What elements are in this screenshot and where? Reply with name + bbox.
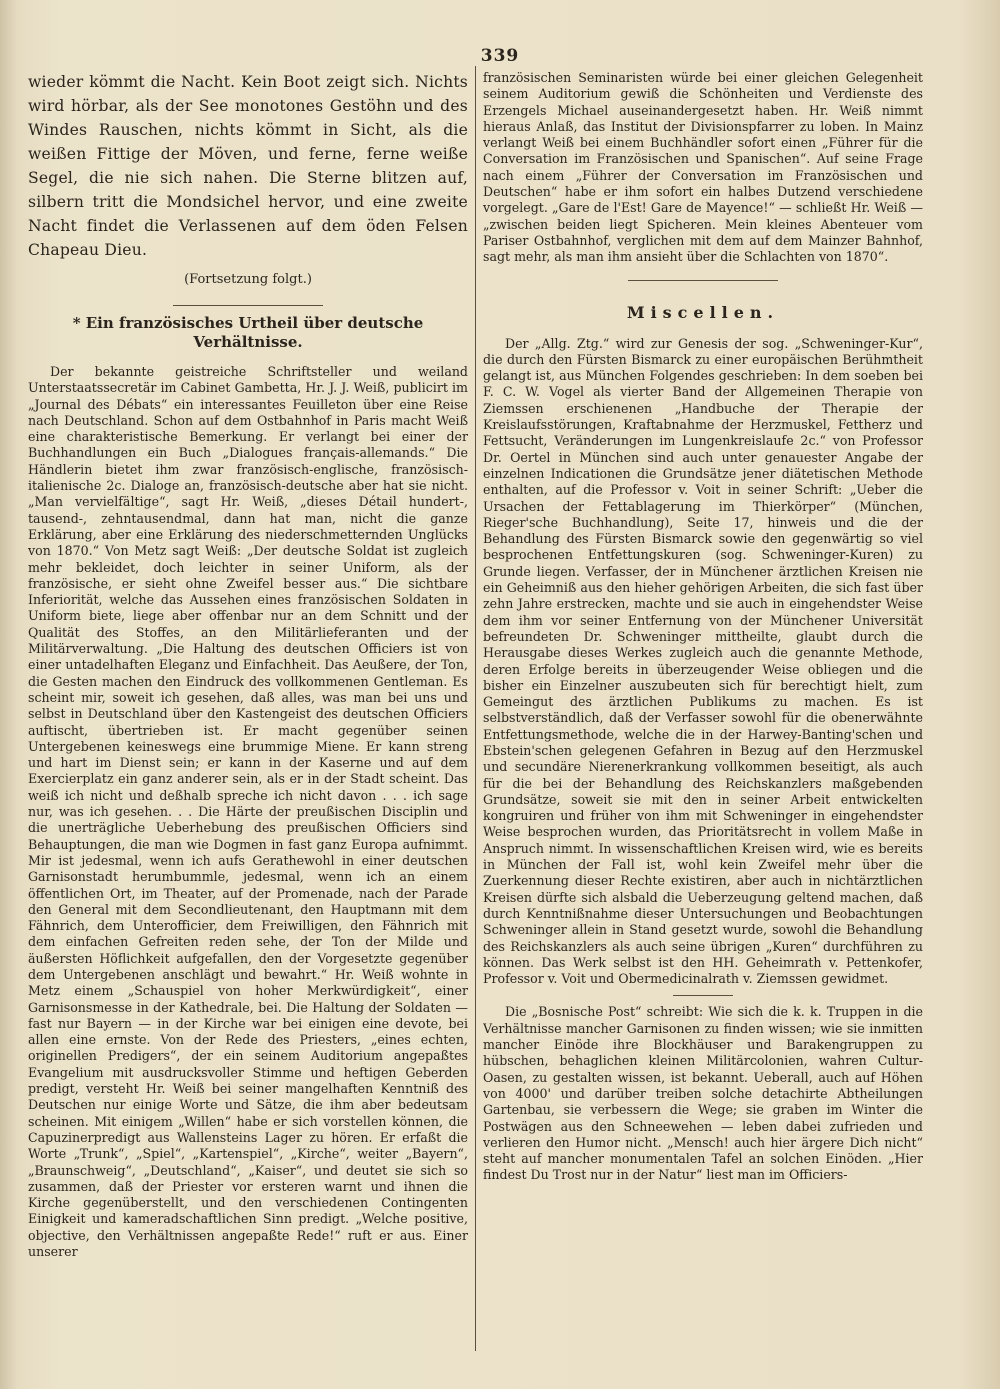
- column-divider: [475, 66, 476, 1351]
- miscellen-item: Der „Allg. Ztg.“ wird zur Genesis der sog. „Schweninger-Kur“, die durch den Fürsten Bismarck zu einer europäischen Berühmtheit gelangt ist, aus München Folgendes geschrieben: In dem soeben bei F. C. W. Vogel als vierter Band der Allgemeinen Therapie von Ziemssen erschienenen „Handbuche der Therapie der Kreislaufsstörungen, Kraftabnahme der Herzmuskel, Fettherz und Fettsucht, Veränderungen im Lungenkreislaufe 2c.“ von Professor Dr. Oertel in München sind auch unter genauester Angabe der einzelnen Indicationen die Grundsätze jener diätetischen Methode enthalten, auf die Professor v. Voit in seiner Schrift: „Ueber die Ursachen der Fettablagerung im Thierkörper“ (München, Rieger'sche Buchhandlung), Seite 17, hinweis und die der Behandlung des Fürsten Bismarck sowie den gegenwärtig so viel besprochenen Entfettungskuren (sog. Schweninger-Kuren) zu Grunde liegen. Verfasser, der in Münchener ärztlichen Kreisen nie ein Geheimniß aus den hieher gehörigen Arbeiten, die sich fast über zehn Jahre erstrecken, machte und sie auch in eingehendster Weise dem ihm vor seiner Entfernung von der Münchener Universität befreundeten Dr. Schweninger mittheilte, glaubt durch die Herausgabe dieses Werkes zugleich auch die genannte Methode, deren Erfolge bereits in überzeugender Weise obliegen und die bisher ein Einzelner auszubeuten sich für berechtigt hielt, zum Gemeingut des ärztlichen Publikums zu machen. Es ist selbstverständlich, daß der Verfasser sowohl für die obenerwähnte Entfettungsmethode, welche die in der Harwey-Banting'schen und Ebstein'schen gelegenen Gefahren in Bezug auf den Herzmuskel und secundäre Nierenerkrankung vollkommen beseitigt, als auch für die bei der Behandlung des Reichskanzlers maßgebenden Grundsätze, soweit sie mit den in seiner Arbeit entwickelten kongruiren und früher von ihm mit Schweninger in eingehendster Weise besprochen wurden, das Prioritätsrecht in vollem Maße in Anspruch nimmt. In wissenschaftlichen Kreisen wird, wie es bereits in München der Fall ist, wohl kein Zweifel mehr über die Zuerkennung dieser Rechte existiren, aber auch in nichtärztlichen Kreisen dürfte sich alsbald die Ueberzeugung geltend machen, daß durch Kenntnißnahme dieser Untersuchungen und Beobachtungen Schweninger allein in Stand gesetzt wurde, sowohl die Behandlung des Reichskanzlers als auch seine übrigen „Kuren“ durchführen zu können. Das Werk selbst ist den HH. Geheimrath v. Pettenkofer, Professor v. Voit und Obermedicinalrath v. Ziemssen gewidmet.: [483, 335, 923, 987]
- divider-rule: [628, 280, 778, 281]
- article-heading: * Ein französisches Urtheil über deutsche Verhältnisse.: [72, 314, 424, 351]
- item-divider: [673, 995, 733, 996]
- left-column: [28, 70, 468, 1370]
- story-ending-paragraph: wieder kömmt die Nacht. Kein Boot zeigt sich. Nichts wird hörbar, als der See monotones Gestöhn und des Windes Rauschen, nichts kömmt in Sicht, als die weißen Fittige der Möven, und ferne, ferne weiße Segel, die nie sich nahen. Die Sterne blitzen auf, silbern tritt die Mondsichel hervor, und eine zweite Nacht findet die Verlassenen auf dem öden Felsen Chapeau Dieu.: [28, 73, 468, 259]
- miscellen-item: Die „Bosnische Post“ schreibt: Wie sich die k. k. Truppen in die Verhältnisse mancher Garnisonen zu finden wissen; wie sie inmitten mancher Einöde ihre Blockhäuser und Barakengruppen zu hübschen, behaglichen kleinen Militärcolonien, wahren Cultur-Oasen, zu gestalten wissen, ist bekannt. Ueberall, auch auf Höhen von 4000' und darüber treiben solche detachirte Abtheilungen Gartenbau, sie verbessern die Wege; sie graben im Winter die Postwägen aus den Schneewehen — leben dabei zufrieden und verlieren den Humor nicht. „Mensch! auch hier ärgere Dich nicht“ steht auf mancher monumentalen Tafel an solchen Einöden. „Hier findest Du Trost nur in der Natur“ liest man im Officiers-: [483, 1004, 923, 1183]
- article-continuation: französischen Seminaristen würde bei einer gleichen Gelegenheit seinem Auditorium gewiß die Schönheiten und Verdienste des Erzengels Michael auseinandergesetzt haben. Hr. Weiß nimmt hieraus Anlaß, das Institut der Divisionspfarrer zu loben. In Mainz verlangt Weiß bei einem Buchhändler sofort einen „Führer für die Conversation im Französischen und Spanischen“. Auf seine Frage nach einem „Führer der Conversation im Französischen und Deutschen“ habe er ihm sofort ein halbes Dutzend verschiedene vorgelegt. „Gare de l'Est! Gare de Mayence!“ — schließt Hr. Weiß — „zwischen beiden liegt Spicheren. Mein kleines Abenteuer vom Pariser Ostbahnhof, verglichen mit dem auf dem Mainzer Bahnhof, sagt mehr, als man ihm ansieht über die Schlachten von 1870“.: [483, 70, 923, 265]
- right-column: [483, 70, 923, 1370]
- section-heading-miscellen: Miscellen.: [626, 302, 780, 322]
- article-body: Der bekannte geistreiche Schriftsteller und weiland Unterstaatssecretär im Cabinet Gambetta, Hr. J. J. Weiß, publicirt im „Journal des Débats“ ein interessantes Feuilleton über eine Reise nach Deutschland. Schon auf dem Ostbahnhof in Paris macht Weiß eine charakteristische Bemerkung. Er verlangt bei einer der Buchhandlungen ein Buch „Dialogues français-allemands.“ Die Händlerin bietet ihm zwar französisch-englische, französisch-italienische 2c. Dialoge an, französisch-deutsche aber hat sie nicht. „Man vervielfältige“, sagt Hr. Weiß, „dieses Détail hundert-, tausend-, zehntausendmal, dann hat man, nicht die ganze Erklärung, aber eine Erklärung des niederschmetternden Unglücks von 1870.“ Von Metz sagt Weiß: „Der deutsche Soldat ist zugleich mehr bekleidet, doch leichter in seiner Uniform, als der französische, er sieht ohne Zweifel besser aus.“ Die sichtbare Inferiorität, welche das Aussehen eines französischen Soldaten in Uniform biete, liege aber offenbar nur an dem Schnitt und der Qualität des Stoffes, an den Militärlieferanten und der Militärverwaltung. „Die Haltung des deutschen Officiers ist von einer untadelhaften Eleganz und Einfachheit. Das Aeußere, der Ton, die Gesten machen den Eindruck des vollkommenen Gentleman. Es scheint mir, soweit ich gesehen, daß alles, was man bei uns und selbst in Deutschland über den Kastengeist des deutschen Officiers auftischt, übertrieben ist. Er macht gegenüber seinen Untergebenen keineswegs eine brummige Miene. Er kann streng und hart im Dienst sein; er kann in der Kaserne und auf dem Exercierplatz ein ganz anderer sein, als er in der Stadt scheint. Das weiß ich nicht und deßhalb spreche ich nicht davon . . . ich sage nur, was ich gesehen. . . Die Härte der preußischen Disciplin und die unerträgliche Ueberhebung des preußischen Officiers sind Behauptungen, die man wie Dogmen in fast ganz Europa aufnimmt. Mir ist jedesmal, wenn ich aufs Gerathewohl in einer deutschen Garnisonstadt herumbummle, jedesmal, wenn ich an einem öffentlichen Ort, im Theater, auf der Promenade, nach der Parade den General mit dem Secondlieutenant, den Hauptmann mit dem Fähnrich, dem Unterofficier, dem Freiwilligen, den Fähnrich mit dem einfachen Gefreiten reden sehe, der Ton der Milde und äußersten Höflichkeit aufgefallen, den der Vorgesetzte gegenüber dem Untergebenen anschlägt und bewahrt.“ Hr. Weiß wohnte in Metz einem „Schauspiel von hoher Merkwürdigkeit“, einer Garnisonsmesse in der Kathedrale, bei. Die Haltung der Soldaten — fast nur Bayern — in der Kirche war bei einigen eine devote, bei allen eine ernste. Von der Rede des Priesters, „eines echten, originellen Predigers“, der ein seinem Auditorium angepaßtes Evangelium mit ausdrucksvoller Stimme und heftigen Geberden predigt, versteht Hr. Weiß bei seiner mangelhaften Kenntniß des Deutschen nur einige Worte und Sätze, die ihm aber bedeutsam scheinen. Mit einigem „Willen“ habe er sich vorstellen können, die Capuzinerpredigt aus Wallensteins Lager zu hören. Er erfaßt die Worte „Trunk“, „Spiel“, „Kartenspiel“, „Kirche“, weiter „Bayern“, „Braunschweig“, „Deutschland“, „Kaiser“, und deutet sie sich so zusammen, daß der Priester vor ersteren warnt und ihnen die Kirche gegenüberstellt, und den verschiedenen Contingenten Einigkeit und kameradschaftlichen Sinn predigt. „Welche positive, objective, den Verhältnissen angepaßte Rede!“ ruft er aus. Einer unserer: [28, 364, 468, 1260]
- page-number: 339: [480, 46, 520, 66]
- continuation-note: (Fortsetzung folgt.): [184, 272, 312, 287]
- divider-rule: [173, 305, 323, 306]
